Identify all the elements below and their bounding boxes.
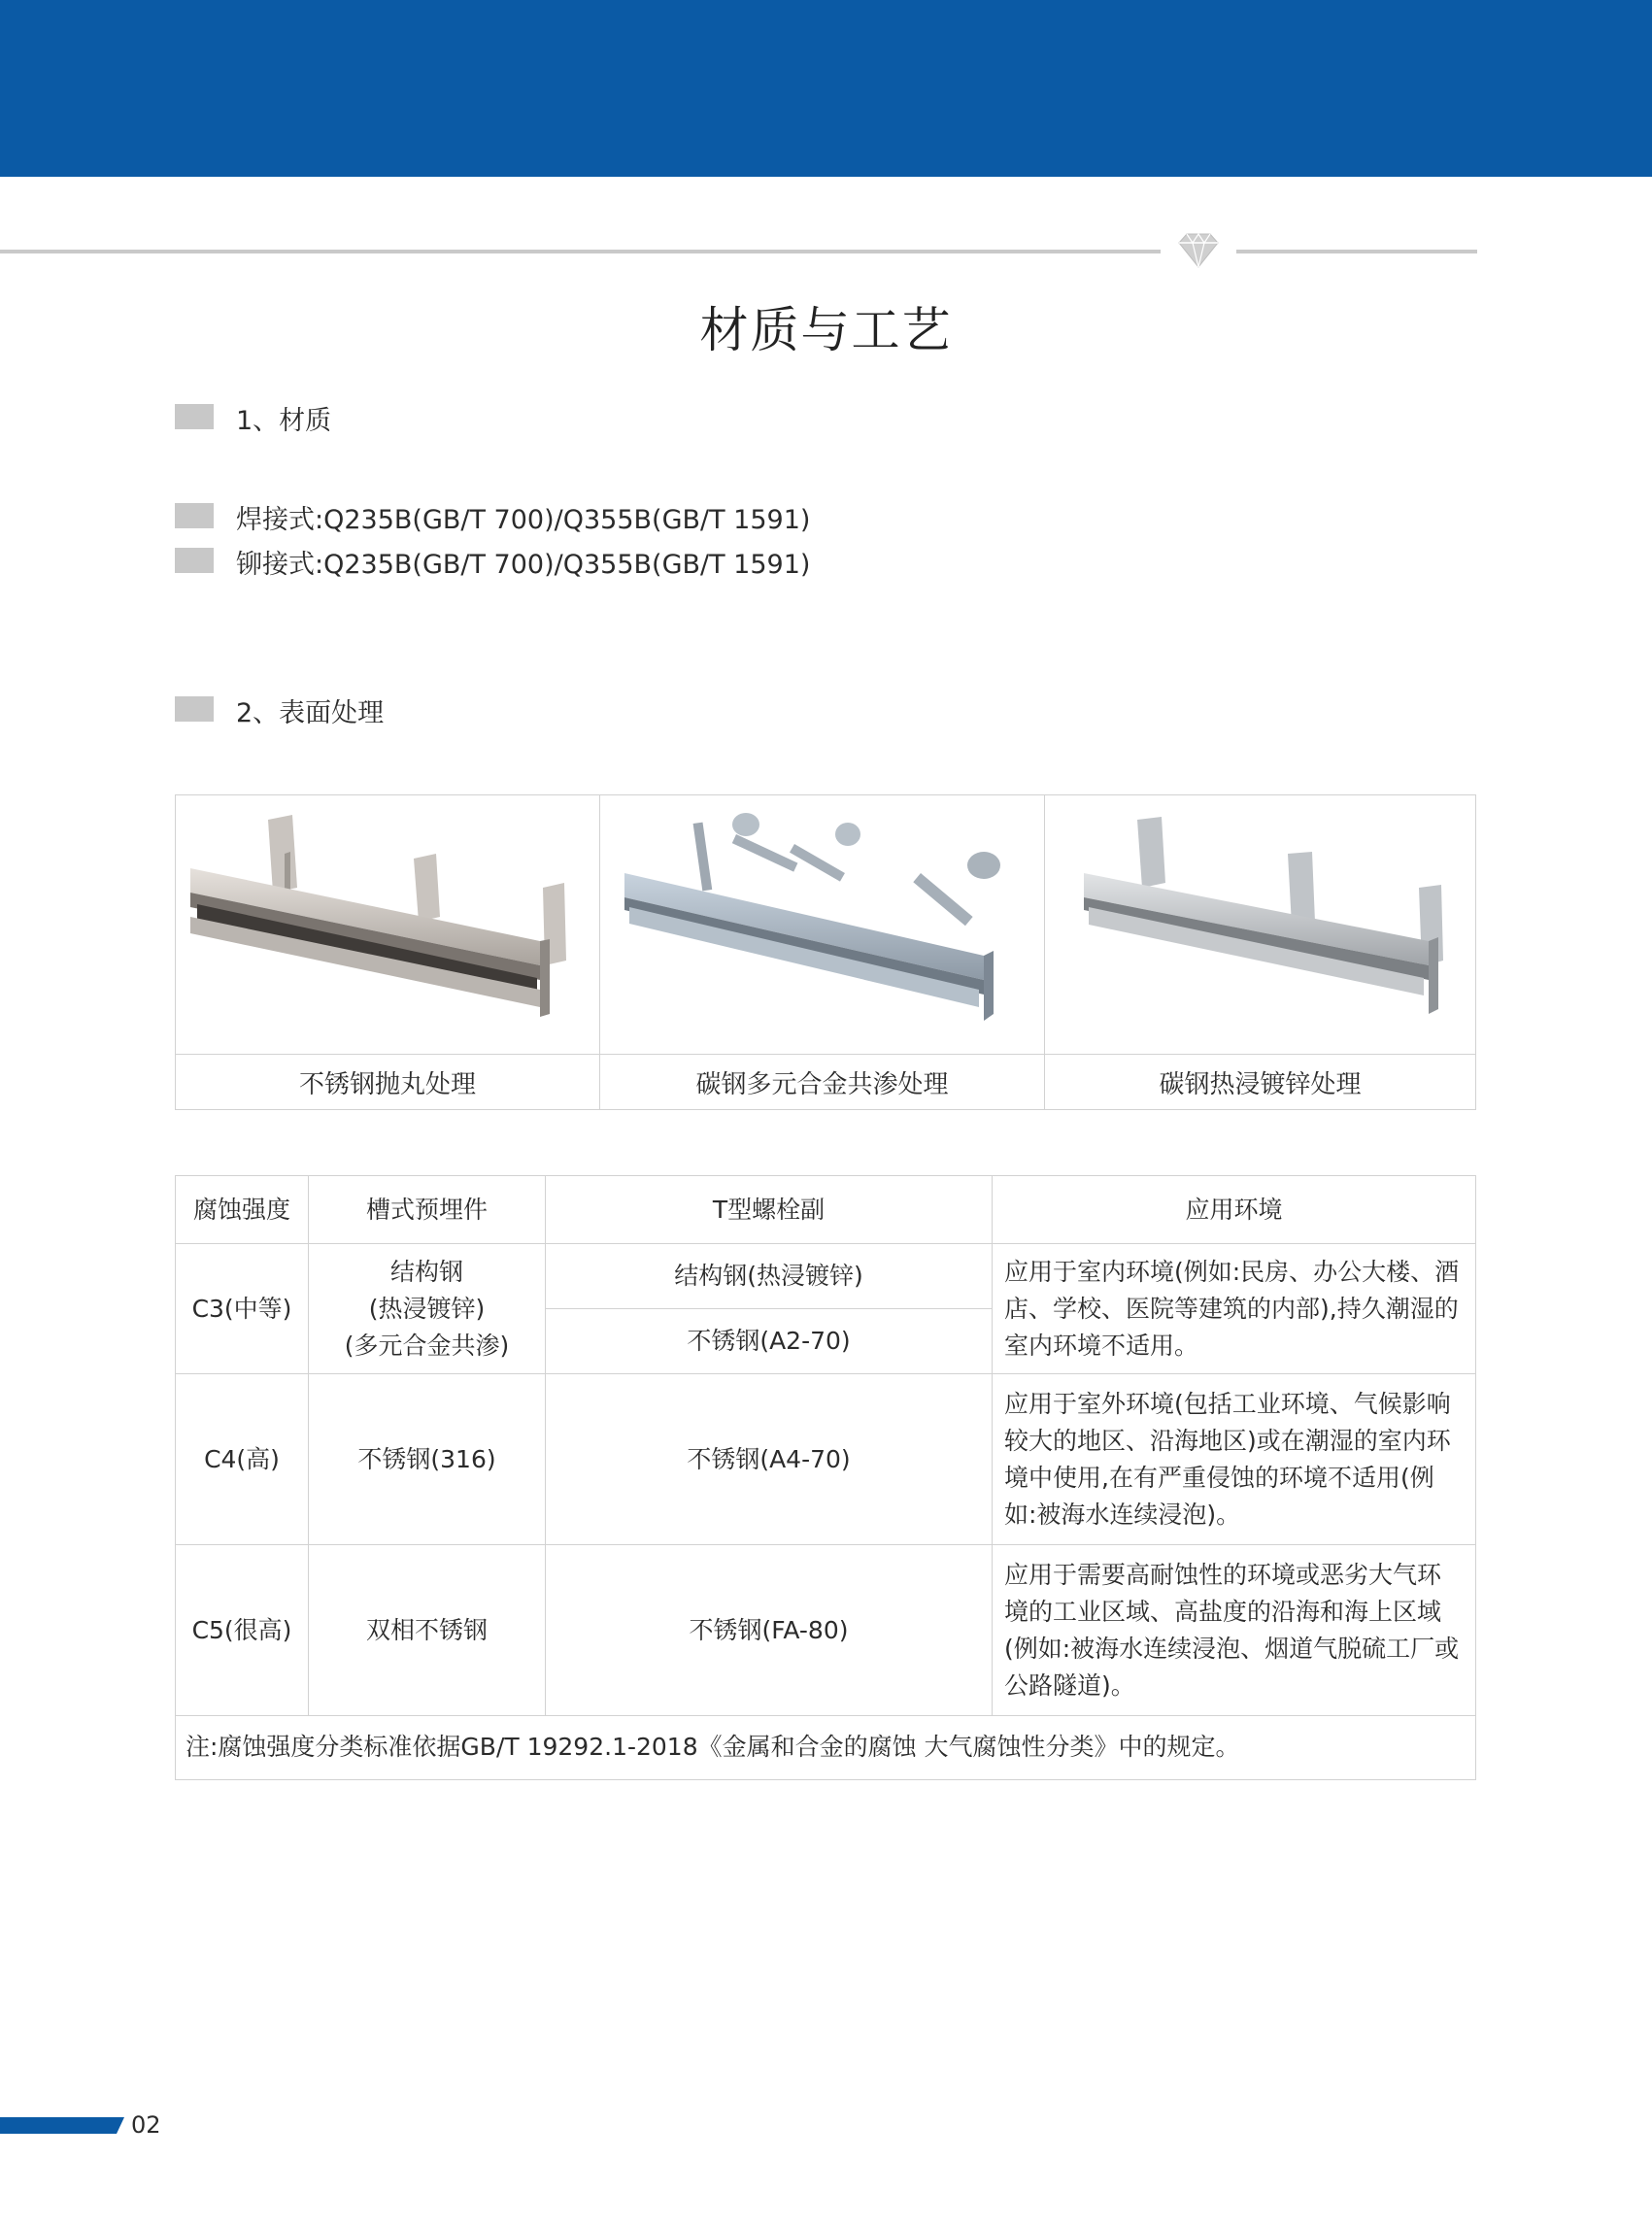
- channel-line: (热浸镀锌): [368, 1294, 486, 1323]
- photo-hot-dip-galvanized: [1045, 795, 1475, 1054]
- table-note: 注:腐蚀强度分类标准依据GB/T 19292.1-2018《金属和合金的腐蚀 大气腐蚀性分类》中的规定。: [185, 1733, 1240, 1761]
- page-title: 材质与工艺: [699, 302, 953, 358]
- bolt-cell: 不锈钢(A4-70): [546, 1374, 993, 1545]
- corrosion-table: [175, 1175, 1476, 1780]
- material-item-welded: 焊接式:Q235B(GB/T 700)/Q355B(GB/T 1591): [236, 505, 811, 535]
- grade-cell: C5(很高): [176, 1545, 309, 1716]
- section-marker: [175, 404, 214, 429]
- grade-cell: C4(高): [176, 1374, 309, 1545]
- list-bullet: [175, 548, 214, 573]
- environment-cell: 应用于室外环境(包括工业环境、气候影响较大的地区、沿海地区)或在潮湿的室内环境中使用,在有严重侵蚀的环境不适用(例如:被海水连续浸泡)。: [993, 1374, 1475, 1545]
- table-header: 腐蚀强度: [176, 1176, 309, 1244]
- channel-cell: 不锈钢(316): [309, 1374, 546, 1545]
- table-header: T型螺栓副: [546, 1176, 993, 1244]
- caption-stainless: 不锈钢抛丸处理: [176, 1054, 600, 1109]
- photo-stainless-shot-blast: [176, 795, 600, 1054]
- page-number: 02: [131, 2111, 161, 2139]
- environment-cell: 应用于需要高耐蚀性的环境或恶劣大气环境的工业区域、高盐度的沿海和海上区域(例如:被海水连续浸泡、烟道气脱硫工厂或公路隧道)。: [993, 1545, 1475, 1716]
- photo-multi-alloy: [600, 795, 1045, 1054]
- list-bullet: [175, 503, 214, 528]
- header-rule-left: [0, 250, 1161, 253]
- surface-heading: 2、表面处理: [236, 698, 385, 728]
- diamond-icon: [1173, 231, 1224, 270]
- table-header: 应用环境: [993, 1176, 1475, 1244]
- grade-cell: C3(中等): [176, 1244, 309, 1374]
- section-marker: [175, 696, 214, 722]
- channel-line: 结构钢: [389, 1257, 463, 1286]
- footer-accent-bar: [0, 2117, 124, 2134]
- bolt-cell: 结构钢(热浸镀锌): [546, 1244, 993, 1309]
- table-header: 槽式预埋件: [309, 1176, 546, 1244]
- surface-treatment-panel: [175, 794, 1476, 1110]
- channel-line: (多元合金共渗): [344, 1331, 510, 1360]
- caption-multi-alloy: 碳钢多元合金共渗处理: [600, 1054, 1045, 1109]
- channel-cell: 双相不锈钢: [309, 1545, 546, 1716]
- environment-cell: 应用于室内环境(例如:民房、办公大楼、酒店、学校、医院等建筑的内部),持久潮湿的室内环境不适用。: [993, 1244, 1475, 1374]
- caption-galvanized: 碳钢热浸镀锌处理: [1045, 1054, 1475, 1109]
- bolt-cell: 不锈钢(FA-80): [546, 1545, 993, 1716]
- header-rule-right: [1236, 250, 1477, 253]
- materials-heading: 1、材质: [236, 406, 332, 436]
- channel-cell: [309, 1244, 546, 1374]
- bolt-cell: 不锈钢(A2-70): [546, 1309, 993, 1374]
- header-band: [0, 0, 1652, 177]
- material-item-riveted: 铆接式:Q235B(GB/T 700)/Q355B(GB/T 1591): [236, 550, 811, 580]
